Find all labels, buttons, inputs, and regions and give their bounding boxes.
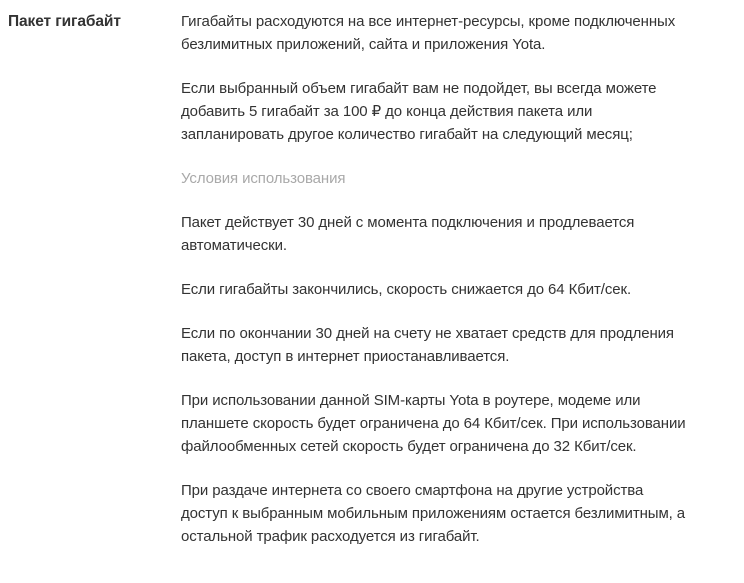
terms-paragraph-speed-reduction: Если гигабайты закончились, скорость снижается до 64 Кбит/сек. [181, 281, 632, 298]
terms-paragraph-tethering: При раздаче интернета со своего смартфона на другие устройства доступ к выбранным мобильным приложениям остается безлимитным, а остальной трафик расходуется из гигабайт. [181, 482, 686, 545]
intro-paragraph-add-gigabytes: Если выбранный объем гигабайт вам не подойдет, вы всегда можете добавить 5 гигабайт за 100 ₽ до конца действия пакета или запланировать другое количество гигабайт на следующий месяц; [181, 80, 657, 143]
section-title: Пакет гигабайт [8, 13, 121, 30]
usage-terms-subheading: Условия использования [181, 170, 346, 187]
section-content [181, 10, 686, 569]
terms-paragraph-validity: Пакет действует 30 дней с момента подключения и продлевается автоматически. [181, 214, 635, 254]
intro-paragraph-usage: Гигабайты расходуются на все интернет-ресурсы, кроме подключенных безлимитных приложений, сайта и приложения Yota. [181, 13, 676, 53]
terms-paragraph-sim-usage-limits: При использовании данной SIM-карты Yota в роутере, модеме или планшете скорость будет ограничена до 64 Кбит/сек. При использовании файлообменных сетей скорость будет ограничена до 32 Кбит/сек. [181, 392, 686, 455]
terms-paragraph-insufficient-funds: Если по окончании 30 дней на счету не хватает средств для продления пакета, доступ в интернет приостанавливается. [181, 325, 674, 365]
